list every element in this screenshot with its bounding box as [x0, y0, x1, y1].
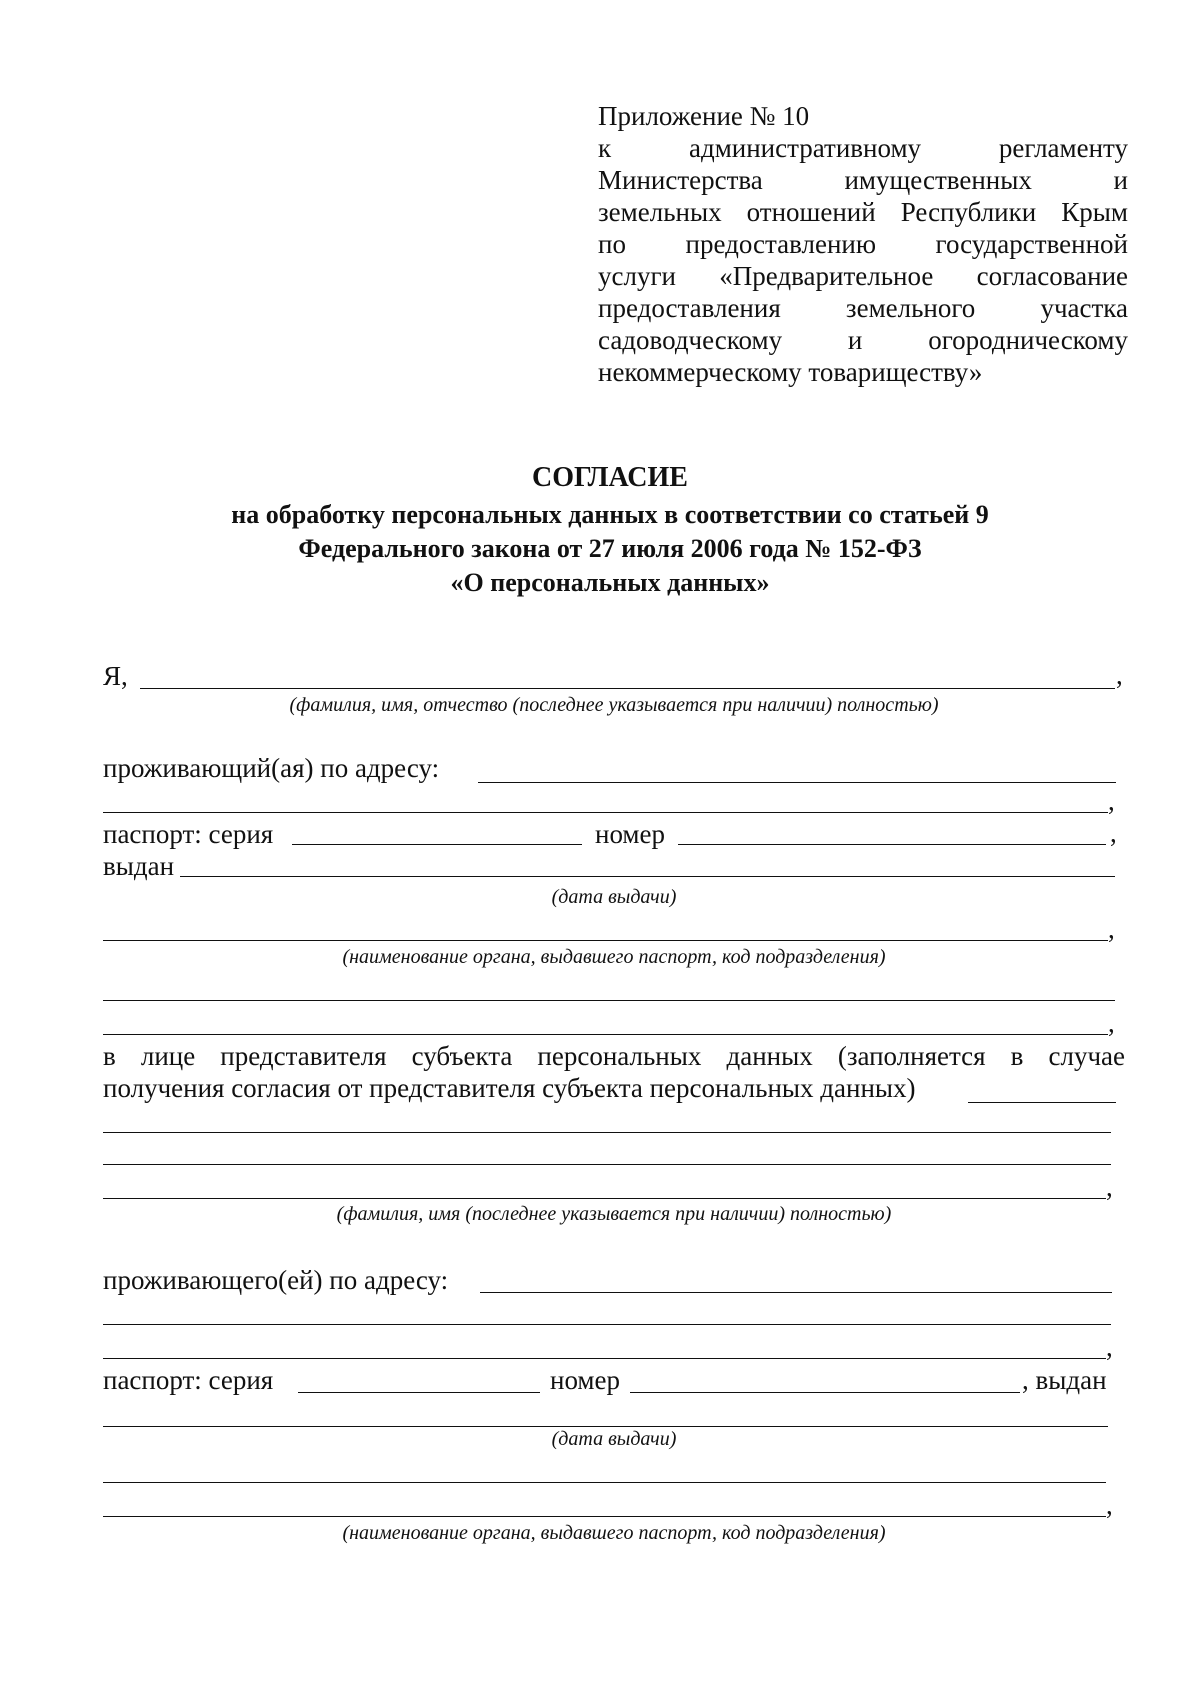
field-issuing-authority[interactable]: [103, 940, 1108, 941]
caption-issuing-authority: (наименование органа, выдавшего паспорт, код подразделения): [342, 946, 886, 968]
title-line-3: «О персональных данных»: [450, 568, 770, 597]
caption-issuing-authority-rep: (наименование органа, выдавшего паспорт, код подразделения): [342, 1522, 886, 1544]
appendix-line-7: предоставления земельного участка: [598, 293, 1128, 323]
field-issued-date[interactable]: [180, 876, 1115, 877]
row-address: [103, 752, 1125, 784]
title-line-1: на обработку персональных данных в соответствии со статьей 9: [231, 500, 989, 529]
field-passport-series-rep[interactable]: [298, 1392, 540, 1393]
appendix-line-9: некоммерческому товариществу»: [598, 357, 983, 387]
title-line-2: Федерального закона от 27 июля 2006 года № 152-ФЗ: [298, 534, 922, 563]
field-passport-number-rep[interactable]: [630, 1392, 1020, 1393]
field-passport-number[interactable]: [678, 844, 1106, 845]
label-ya: Я,: [103, 661, 128, 691]
appendix-line-4: земельных отношений Республики Крым: [598, 197, 1128, 227]
appendix-line-1: Приложение № 10: [598, 101, 810, 131]
comma: ,: [1116, 660, 1123, 690]
caption-issue-date-rep: (дата выдачи): [551, 1428, 677, 1450]
comma: ,: [1106, 1172, 1113, 1202]
field-representative-line-0[interactable]: [968, 1102, 1116, 1103]
field-address-rep-line-1[interactable]: [480, 1292, 1112, 1293]
appendix-line-6: услуги «Предварительное согласование: [598, 261, 1128, 291]
row-passport: [103, 818, 1125, 850]
appendix-header: [598, 100, 1128, 388]
representative-line-1: в лице представителя субъекта персональных данных (заполняется в случае: [103, 1041, 1125, 1071]
caption-issue-date: (дата выдачи): [551, 886, 677, 908]
representative-line-2: получения согласия от представителя субъекта персональных данных): [103, 1073, 916, 1103]
field-blank-line-2[interactable]: [103, 1034, 1108, 1035]
comma: ,: [1110, 818, 1117, 848]
field-issue-date-rep[interactable]: [103, 1426, 1108, 1427]
label-address-rep: проживающего(ей) по адресу:: [103, 1265, 449, 1295]
comma: ,: [1108, 1008, 1115, 1038]
appendix-line-2: к административному регламенту: [598, 133, 1128, 163]
field-address-line-1[interactable]: [478, 782, 1116, 783]
field-address-line-2[interactable]: [103, 812, 1108, 813]
field-passport-series[interactable]: [292, 844, 582, 845]
field-address-rep-line-3[interactable]: [103, 1358, 1106, 1359]
label-issued-rep: , выдан: [1022, 1365, 1107, 1395]
field-fio-line[interactable]: [140, 688, 1115, 689]
field-address-rep-line-2[interactable]: [103, 1324, 1111, 1325]
field-issuing-authority-rep[interactable]: [103, 1516, 1106, 1517]
appendix-line-8: садоводческому и огородническому: [598, 325, 1128, 355]
row-representative: [103, 1072, 1125, 1104]
appendix-line-3: Министерства имущественных и: [598, 165, 1128, 195]
caption-fio-representative: (фамилия, имя (последнее указывается при наличии) полностью): [336, 1203, 892, 1225]
label-address: проживающий(ая) по адресу:: [103, 753, 440, 783]
label-passport-number: номер: [595, 819, 666, 849]
caption-fio: (фамилия, имя, отчество (последнее указывается при наличии) полностью): [289, 694, 939, 716]
field-representative-line-2[interactable]: [103, 1164, 1111, 1165]
comma: ,: [1106, 1332, 1113, 1362]
appendix-line-5: по предоставлению государственной: [598, 229, 1128, 259]
document-title: [120, 458, 1100, 600]
field-representative-line-3[interactable]: [103, 1198, 1106, 1199]
title-main: СОГЛАСИЕ: [532, 462, 688, 493]
field-blank-line-rep[interactable]: [103, 1482, 1106, 1483]
comma: ,: [1106, 1490, 1113, 1520]
comma: ,: [1108, 786, 1115, 816]
comma: ,: [1108, 914, 1115, 944]
label-issued: выдан: [103, 851, 175, 881]
label-passport-number-rep: номер: [550, 1365, 621, 1395]
row-issued: [103, 850, 1125, 882]
field-blank-line-1[interactable]: [103, 1000, 1115, 1001]
label-passport-series: паспорт: серия: [103, 819, 274, 849]
field-representative-line-1[interactable]: [103, 1132, 1111, 1133]
label-passport-series-rep: паспорт: серия: [103, 1365, 274, 1395]
